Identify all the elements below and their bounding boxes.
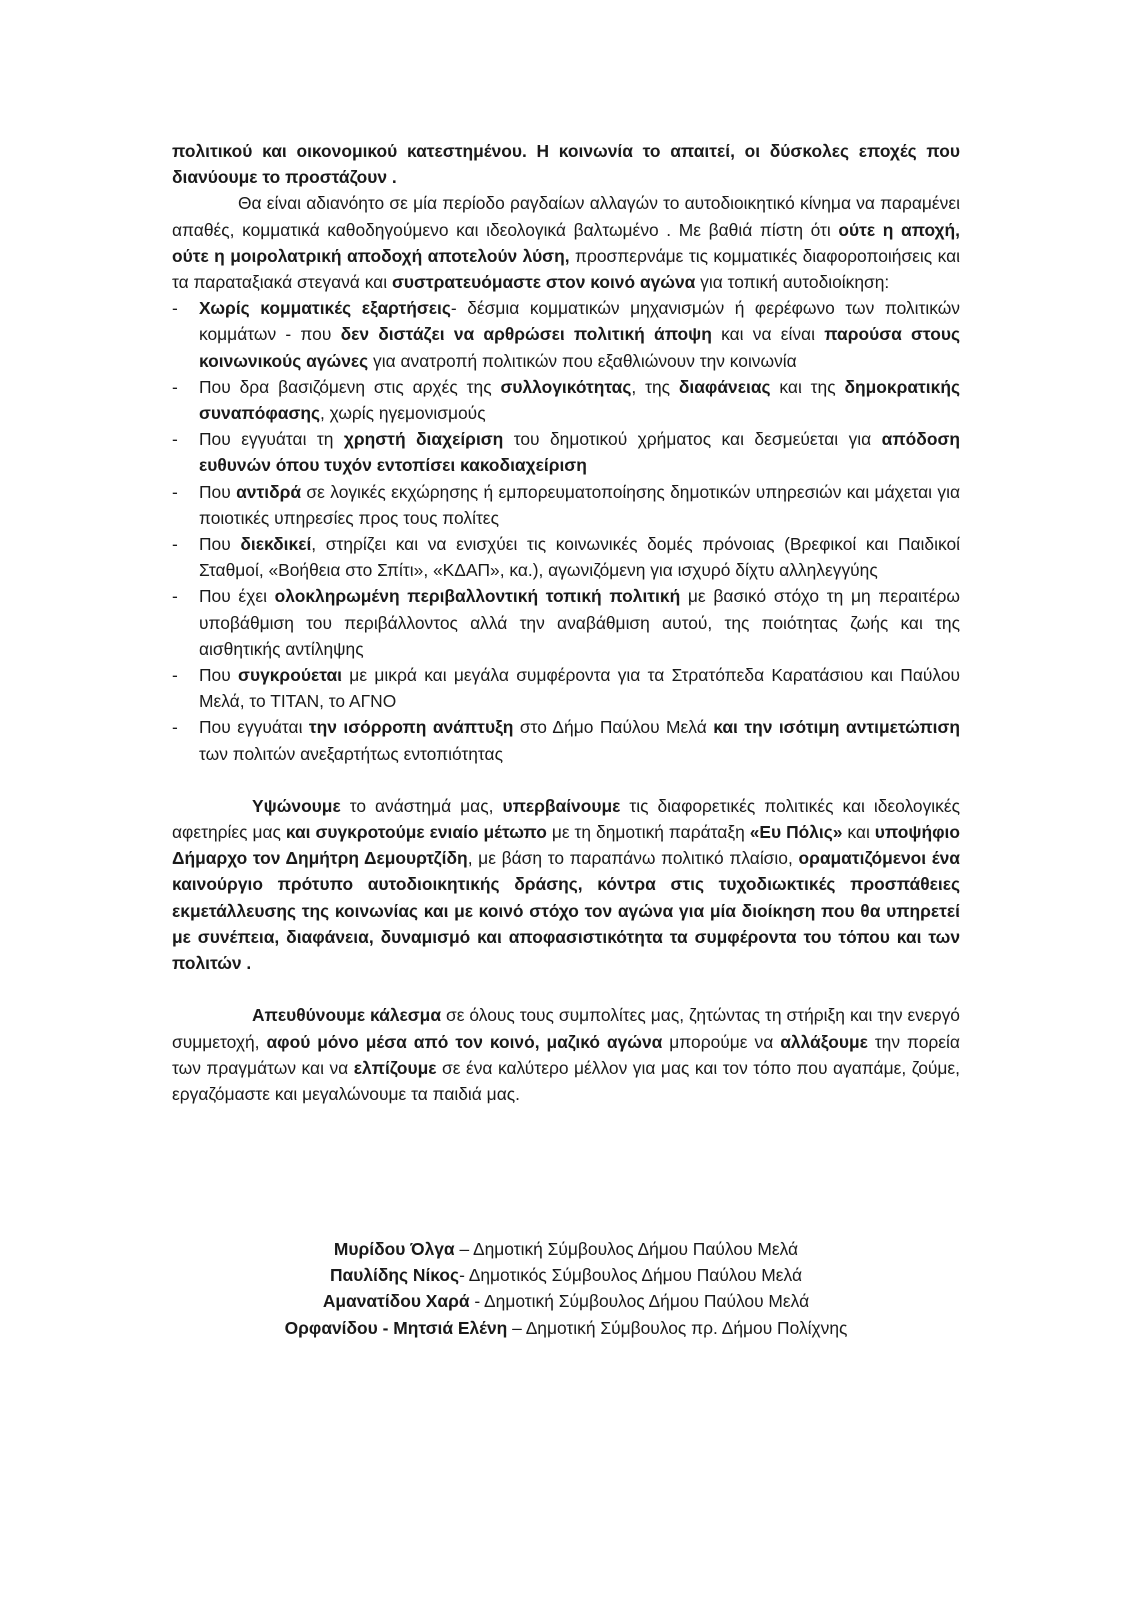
bold-text: ελπίζουμε	[353, 1057, 437, 1078]
text-run: το ανάστημά μας,	[340, 795, 503, 816]
bold-text: δημοκρατικής συναπόφασης	[199, 376, 960, 424]
bold-text: διαφάνειας	[678, 376, 771, 397]
signer-role: - Δημοτικός Σύμβουλος Δήμου Παύλου Μελά	[459, 1265, 803, 1286]
list-item	[172, 714, 960, 766]
signer-name: Ορφανίδου - Μητσιά Ελένη	[284, 1317, 508, 1338]
signature-line	[172, 1262, 960, 1288]
list-item	[172, 531, 960, 583]
bold-text: συλλογικότητας	[500, 376, 632, 397]
signer-name: Μυρίδου Όλγα	[333, 1239, 455, 1259]
letter-body	[172, 138, 960, 1107]
text-run: , στηρίζει και να ενισχύει τις κοινωνικές δομές πρόνοιας (Βρεφικοί και Παιδικοί Σταθμοί, «Βοήθεια στο Σπίτι», «ΚΔΑΠ», κα.), αγωνιζόμενη για ισχυρό δίχτυ αλληλεγγύης	[199, 534, 960, 581]
text-run: , της	[631, 376, 679, 397]
bold-text: ολοκληρωμένη περιβαλλοντική τοπική πολιτική	[274, 586, 681, 607]
list-item	[172, 295, 960, 374]
bold-text: αλλάξουμε	[780, 1031, 868, 1052]
text-run: , χωρίς ηγεμονισμούς	[320, 403, 486, 424]
bold-text: υποψήφιο Δήμαρχο τον Δημήτρη Δεμουρτζίδη	[172, 822, 960, 869]
text-run: Που εγγυάται τη	[199, 429, 344, 450]
bold-text: συγκρούεται	[238, 665, 342, 686]
text-run: και	[842, 822, 875, 843]
text-run: σε όλους τους συμπολίτες μας, ζητώντας τη στήριξη και την ενεργό συμμετοχή,	[172, 1005, 960, 1052]
paragraph-4	[172, 1002, 960, 1107]
text-run: Που	[199, 481, 237, 502]
text-run: σε ένα καλύτερο μέλλον για μας και τον τόπο που αγαπάμε, ζούμε, εργαζόμαστε και μεγαλώνουμε τα παιδιά μας.	[172, 1057, 961, 1104]
signature-line	[172, 1236, 960, 1262]
list-item	[172, 374, 960, 426]
paragraph-3	[172, 793, 960, 976]
signature-line	[172, 1288, 960, 1314]
signer-name: Αμανατίδου Χαρά	[322, 1291, 470, 1312]
text-run: για ανατροπή πολιτικών που εξαθλιώνουν την κοινωνία	[368, 350, 797, 371]
bold-text: την ισόρροπη ανάπτυξη	[308, 717, 514, 738]
signature-line	[172, 1315, 960, 1341]
text-run: μπορούμε να	[662, 1031, 781, 1052]
bold-text: και συγκροτούμε ενιαίο μέτωπο	[285, 822, 547, 843]
bold-text: δεν διστάζει να αρθρώσει πολιτική άποψη	[340, 324, 712, 345]
signer-role: – Δημοτική Σύμβουλος πρ. Δήμου Πολίχνης	[507, 1317, 848, 1338]
bold-text: Υψώνουμε	[252, 795, 341, 816]
bold-text: «Ευ Πόλις»	[749, 822, 843, 843]
text-run: στο Δήμο Παύλου Μελά	[513, 717, 714, 738]
bold-text: χρηστή διαχείριση	[343, 429, 504, 450]
list-item	[172, 426, 960, 478]
bold-text: απόδοση ευθυνών όπου τυχόν εντοπίσει κακοδιαχείριση	[199, 429, 960, 476]
bold-text: παρούσα στους κοινωνικούς αγώνες	[199, 324, 960, 371]
text-run: και της	[770, 376, 845, 397]
paragraph-2	[172, 190, 960, 295]
text-run: Που έχει	[199, 586, 275, 607]
text-run: για τοπική αυτοδιοίκηση:	[695, 272, 890, 293]
bold-text: αντιδρά	[236, 481, 302, 502]
signatures-block	[172, 1236, 960, 1341]
list-item	[172, 479, 960, 531]
bold-text: Απευθύνουμε κάλεσμα	[252, 1005, 442, 1026]
signer-name: Παυλίδης Νίκος	[329, 1265, 460, 1286]
demands-list	[172, 295, 960, 767]
text-run: του δημοτικού χρήματος και δεσμεύεται για	[503, 429, 882, 450]
text-run: Που	[199, 534, 241, 555]
paragraph-1	[172, 138, 960, 190]
text-run: σε λογικές εκχώρησης ή εμπορευματοποίησης δημοτικών υπηρεσιών και μάχεται για ποιοτικές υπηρεσίες προς τους πολίτες	[199, 481, 961, 528]
text-run: με βασικό στόχο τη μη περαιτέρω υποβάθμιση του περιβάλλοντος αλλά την αναβάθμιση αυτού, της ποιότητας ζωής και της αισθητικής αντίληψης	[199, 586, 961, 659]
bold-text: πολιτικού και οικονομικού κατεστημένου. Η κοινωνία το απαιτεί, οι δύσκολες εποχές που διανύουμε το προστάζουν .	[172, 141, 960, 188]
text-run: Θα είναι αδιανόητο σε μία περίοδο ραγδαίων αλλαγών το αυτοδιοικητικό κίνημα να παραμένει απαθές, κομματικά καθοδηγούμενο και ιδεολογικά βαλτωμένο . Με βαθιά πίστη ότι	[172, 193, 960, 240]
text-run: Που	[199, 665, 239, 686]
text-run: την πορεία των πραγμάτων και να	[172, 1031, 960, 1078]
bold-text: οραματιζόμενοι ένα καινούργιο πρότυπο αυτοδιοικητικής δράσης, κόντρα στις τυχοδιωκτικές προσπάθειες εκμετάλλευσης της κοινωνίας και με κοινό στόχο τον αγώνα για μία διοίκηση που θα υπηρετεί με συνέπεια, διαφάνεια, δυναμισμό και αποφασιστικότητα τα συμφέροντα του τόπου και των πολιτών .	[172, 848, 960, 974]
text-run: τις διαφορετικές πολιτικές και ιδεολογικές αφετηρίες μας	[172, 795, 960, 843]
list-item	[172, 583, 960, 662]
text-run: με τη δημοτική παράταξη	[546, 822, 750, 843]
text-run: και να είναι	[711, 324, 825, 345]
bold-text: συστρατευόμαστε στον κοινό αγώνα	[391, 272, 696, 293]
list-item	[172, 662, 960, 714]
text-run: , με βάση το παραπάνω πολιτικό πλαίσιο,	[467, 848, 799, 869]
signer-role: - Δημοτική Σύμβουλος Δήμου Παύλου Μελά	[469, 1291, 810, 1312]
text-run: με μικρά και μεγάλα συμφέροντα για τα Στρατόπεδα Καρατάσιου και Παύλου Μελά, το ΤΙΤΑΝ, το ΑΓΝΟ	[199, 665, 960, 712]
text-run: των πολιτών ανεξαρτήτως εντοπιότητας	[199, 743, 503, 764]
signer-role: – Δημοτική Σύμβουλος Δήμου Παύλου Μελά	[454, 1239, 799, 1259]
text-run: Που εγγυάται	[199, 717, 309, 738]
bold-text: αφού μόνο μέσα από τον κοινό, μαζικό αγώνα	[266, 1031, 663, 1052]
text-run: - δέσμια κομματικών μηχανισμών ή φερέφωνο των πολιτικών κομμάτων - που	[199, 298, 960, 345]
bold-text: ούτε η αποχή, ούτε η μοιρολατρική αποδοχή αποτελούν λύση,	[172, 219, 961, 266]
text-run: προσπερνάμε τις κομματικές διαφοροποιήσεις και τα παραταξιακά στεγανά και	[172, 245, 960, 293]
bold-text: Χωρίς κομματικές εξαρτήσεις	[199, 298, 451, 319]
bold-text: και την ισότιμη αντιμετώπιση	[713, 717, 960, 738]
bold-text: υπερβαίνουμε	[502, 795, 621, 816]
text-run: Που δρα βασιζόμενη στις αρχές της	[199, 376, 501, 397]
bold-text: διεκδικεί	[240, 534, 312, 555]
